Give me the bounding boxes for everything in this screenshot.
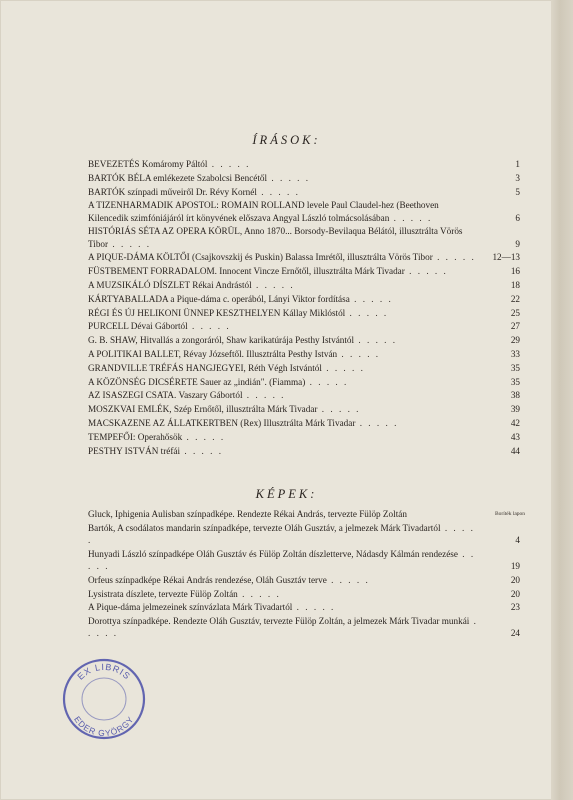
writings-entry [88,158,520,170]
writings-entry-page-number: 16 [510,266,520,277]
writings-entry [88,172,520,184]
images-entry-title: Orfeus színpadképe Rékai András rendezése, Oláh Gusztáv terve [88,574,327,585]
writings-entry-page-number: 22 [510,293,520,304]
writings-entry-title: PURCELL Dévai Gábortól [88,321,188,332]
dot-leader: . . . . . [337,348,381,359]
writings-entry-title: TEMPEFŐI: Operahősök [88,431,183,442]
writings-entry-title: AZ ISASZEGI CSATA. Vaszary Gábortól [88,390,243,401]
writings-entry [88,348,520,360]
writings-entry [88,334,520,346]
writings-entry-title: BEVEZETÉS Komáromy Páltól [88,159,208,169]
dot-leader: . . . . . [187,321,231,332]
writings-entry [88,293,520,305]
ex-libris-stamp [59,655,149,743]
images-entry-title: Gluck, Iphigenia Aulisban színpadképe. Rendezte Rékai András, tervezte Fülöp Zoltán [88,509,407,519]
writings-entry-title: MOSZKVAI EMLÉK, Szép Ernőtől, illusztrálta Márk Tivadar [88,404,318,415]
writings-entry-page-number: 6 [515,212,520,223]
writings-entry-page-number: 5 [515,186,520,197]
writings-entry-page-number: 1 [515,159,520,169]
writings-entry [88,445,520,457]
writings-entry-page-number: 18 [510,279,520,290]
images-entry [88,615,520,639]
stamp-bottom-text: EDER GYÖRGY [72,714,136,739]
dot-leader: . . . . . [317,404,361,415]
images-entry [88,508,520,520]
dot-leader: . . . . . [349,293,393,304]
writings-entry [88,320,520,332]
writings-entry-page-number: 9 [515,238,520,249]
dot-leader: . . . . . [305,376,349,387]
writings-entry-page-number: 35 [510,376,520,387]
images-entry-page-number: 20 [510,588,520,599]
writings-entry-title: BARTÓK BÉLA emlékezete Szabolcsi Bencétől [88,172,268,183]
writings-entry-title: MACSKAZENE AZ ÁLLATKERTBEN (Rex) Illusztrálta Márk Tivadar [88,417,356,428]
dot-leader: . . . . . [292,602,336,613]
writings-entry-title: PESTHY ISTVÁN tréfái [88,445,181,456]
writings-entry [88,225,520,249]
writings-entry [88,199,520,223]
dot-leader: . . . . . [182,431,226,442]
writings-entry [88,362,520,374]
images-entry-title: A Pique-dáma jelmezeinek színvázlata Márk Tivadartól [88,602,293,613]
dot-leader: . . . . . [88,616,478,639]
writings-entry-title: HISTÓRIÁS SÉTA AZ OPERA KÖRÜL, Anno 1870... Borsody-Bevilaqua Bélától, illusztrálta Vörös Tibor [88,226,463,249]
writings-entry-title: A KÖZÖNSÉG DICSÉRETE Sauer az „indián". (Fiamma) [88,376,306,387]
dot-leader: . . . . . [355,417,399,428]
images-entry-page-number: 4 [515,535,520,545]
images-entry [88,574,520,586]
dot-leader: . . . . . [251,279,295,290]
dot-leader: . . . . . [267,172,311,183]
dot-leader: . . . . . [88,522,475,545]
writings-list [88,158,520,458]
writings-entry-page-number: 33 [510,348,520,359]
writings-entry [88,279,520,291]
images-entry [88,588,520,600]
dot-leader: . . . . . [354,335,398,346]
writings-entry-page-number: 43 [510,431,520,442]
writings-entry-title: RÉGI ÉS ÚJ HELIKONI ÜNNEP KESZTHELYEN Kállay Miklóstól [88,307,346,318]
stamp-top-text: EX LIBRIS [75,661,133,682]
page-edge [551,0,573,800]
images-entry [88,548,520,572]
dot-leader: . . . . . [207,159,251,169]
writings-entry-page-number: 29 [510,335,520,346]
writings-entry [88,417,520,429]
writings-entry-page-number: 42 [510,417,520,428]
writings-entry-title: A TIZENHARMADIK APOSTOL: ROMAIN ROLLAND levele Paul Claudel-hez (Beethoven Kilencedik szimfóniájáról írt könyvének előszava Angyal László tolmácsolásában [88,200,439,223]
writings-entry [88,389,520,401]
writings-entry-title: GRANDVILLE TRÉFÁS HANGJEGYEI, Réth Végh Istvántól [88,362,322,373]
dot-leader: . . . . . [180,445,224,456]
writings-entry-title: BARTÓK színpadi műveiről Dr. Révy Kornél [88,186,257,197]
dot-leader: . . . . . [432,252,476,263]
dot-leader: . . . . . [389,212,433,223]
images-heading: KÉPEK: [255,487,318,501]
writings-entry-title: A PIQUE-DÁMA KÖLTŐI (Csajkovszkij és Puskin) Balassa Imrétől, illusztrálta Vörös Tibor [88,252,433,263]
writings-entry-page-number: 44 [510,445,520,456]
images-entry-page-number: 23 [510,602,520,613]
images-list [88,508,520,641]
images-entry-page-number: 20 [510,574,520,585]
writings-entry-title: FÜSTBEMENT FORRADALOM. Innocent Vincze Ernőtől, illusztrálta Márk Tivadar [88,266,405,277]
writings-entry [88,431,520,443]
images-entry-title: Bartók, A csodálatos mandarin színpadképe, tervezte Oláh Gusztáv, a jelmezek Márk Tivadartól [88,522,441,533]
writings-entry-page-number: 35 [510,362,520,373]
images-entry-page-number: 24 [510,628,520,639]
writings-entry [88,186,520,198]
svg-text:EDER GYÖRGY [72,714,136,738]
writings-entry [88,376,520,388]
writings-entry-page-number: 12—13 [492,252,520,263]
images-entry [88,601,520,613]
writings-entry-page-number: 25 [510,307,520,318]
dot-leader: . . . . . [326,574,370,585]
writings-entry-title: KÁRTYABALLADA a Pique-dáma c. operából, Lányi Viktor fordítása [88,293,350,304]
images-entry-title: Lysistrata díszlete, tervezte Fülöp Zoltán [88,588,238,599]
dot-leader: . . . . . [404,266,448,277]
writings-heading: ÍRÁSOK: [252,133,321,147]
writings-entry [88,403,520,415]
writings-entry [88,307,520,319]
writings-entry-title: A POLITIKAI BALLET, Révay Józseftől. Illusztrálta Pesthy István [88,348,338,359]
writings-entry-page-number: 39 [510,404,520,415]
cover-page-note: Boríték lapon [494,511,526,517]
images-entry [88,522,520,546]
writings-entry-page-number: 3 [515,172,520,183]
writings-entry-page-number: 38 [510,390,520,401]
images-entry-page-number: 19 [510,561,520,571]
dot-leader: . . . . . [256,186,300,197]
images-entry-title: Dorottya színpadképe. Rendezte Oláh Gusztáv, tervezte Fülöp Zoltán, a jelmezek Márk Tivadar munkái [88,616,470,627]
dot-leader: . . . . . [345,307,389,318]
dot-leader: . . . . . [88,548,476,571]
writings-entry-title: G. B. SHAW, Hitvallás a zongoráról, Shaw karikatúrája Pesthy Istvántól [88,335,355,346]
dot-leader: . . . . . [237,588,281,599]
dot-leader: . . . . . [242,390,286,401]
writings-entry [88,251,520,263]
writings-entry-title: A MUZSIKÁLÓ DÍSZLET Rékai Andrástól [88,279,252,290]
dot-leader: . . . . . [108,238,152,249]
dot-leader: . . . . . [321,362,365,373]
writings-entry-page-number: 27 [510,321,520,332]
writings-entry [88,265,520,277]
images-entry-title: Hunyadi László színpadképe Oláh Gusztáv és Fülöp Zoltán díszletterve, Nádasdy Kálmán rendezése [88,548,458,559]
